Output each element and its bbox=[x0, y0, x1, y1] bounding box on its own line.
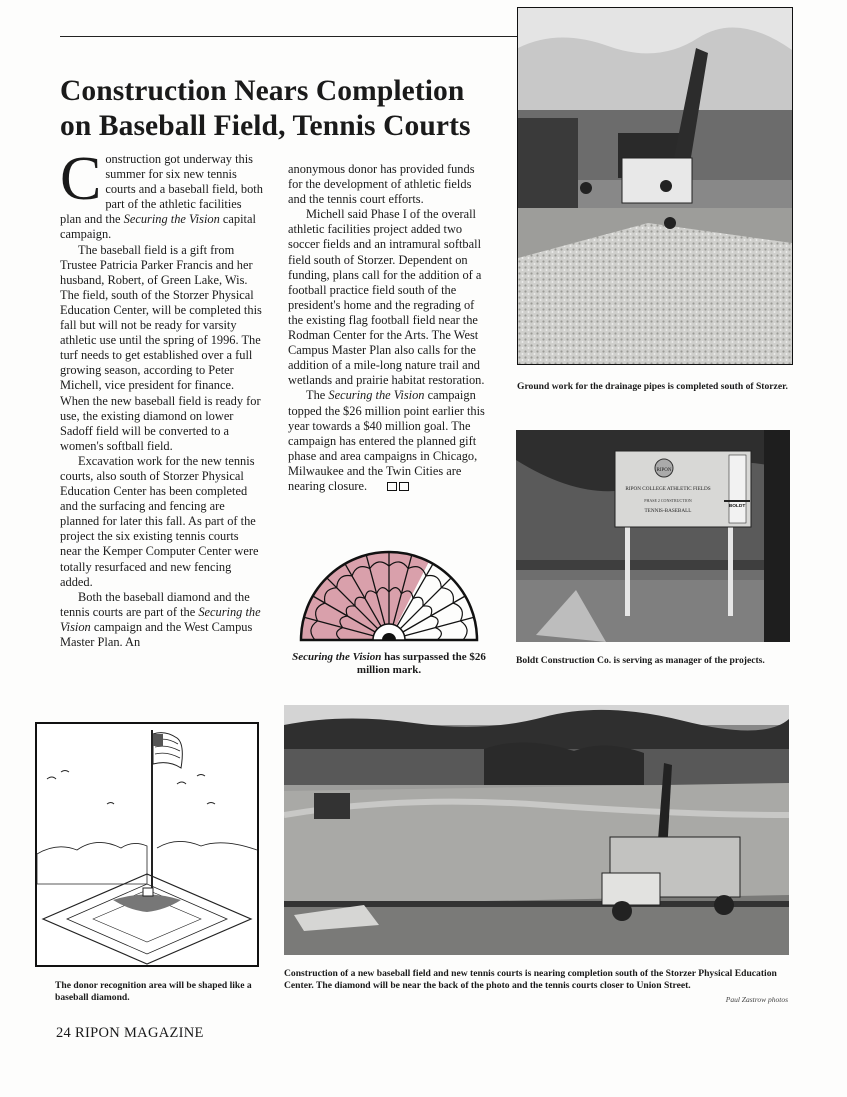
top-rule bbox=[60, 36, 520, 37]
fan-caption bbox=[292, 651, 486, 677]
campaign-name: Securing the Vision bbox=[328, 388, 425, 403]
fan-scallop bbox=[460, 621, 467, 640]
headline-line-2: on Baseball Field, Tennis Courts bbox=[60, 110, 471, 142]
sign-crest-text: RIPON bbox=[656, 468, 672, 473]
fan-scallop bbox=[431, 616, 439, 628]
fan-spoke bbox=[403, 596, 465, 632]
photo-credit: Paul Zastrow photos bbox=[725, 995, 788, 1004]
donor-area-illustration bbox=[35, 722, 259, 967]
drop-cap: C bbox=[60, 145, 102, 213]
headline-line-1: Construction Nears Completion bbox=[60, 75, 465, 107]
paragraph bbox=[60, 590, 263, 650]
campaign-progress-fan bbox=[286, 548, 492, 644]
paragraph-text: campaign topped the $26 million point earlier this year towards a $40 million goal. The campaign has entered the planned gift phase and area campaigns in Chicago, Milwaukee and the Twin Cities are nearing closure. bbox=[288, 388, 485, 493]
page-title bbox=[60, 74, 510, 144]
paragraph: anonymous donor has provided funds for the development of athletic fields and the tennis court efforts. bbox=[288, 162, 475, 207]
campaign-name: Securing the Vision bbox=[123, 212, 220, 227]
paragraph: Michell said Phase I of the overall athletic facilities project added two soccer fields and an intramural softball field south of Storzer. Dependent on funding, plans call for the addition of a football practice field south of the president's home and the regrading of the existing flag football field near the Rodman Center for the Arts. The West Campus Master Plan also calls for the addition of a mile-long nature trail and wetlands and prairie habitat restoration. bbox=[288, 207, 485, 388]
fan-scallop bbox=[423, 606, 432, 616]
sign-caption: Boldt Construction Co. is serving as manager of the projects. bbox=[516, 655, 765, 666]
sign-photo bbox=[516, 430, 790, 642]
paragraph-text: campaign and the West Campus Master Plan. An bbox=[60, 619, 253, 649]
caption-text: has surpassed the $26 million mark. bbox=[356, 651, 486, 676]
fan-scallop bbox=[435, 628, 441, 640]
sign-line-1: RIPON COLLEGE ATHLETIC FIELDS bbox=[625, 486, 711, 492]
page-number: 24 bbox=[56, 1025, 72, 1041]
campaign-name: Securing the Vision bbox=[60, 604, 261, 634]
drainage-photo bbox=[517, 7, 793, 365]
fan-scallop bbox=[426, 576, 441, 588]
field-caption: Construction of a new baseball field and new tennis courts is nearing completion south of the Storzer Physical Education Center. The diamond will be near the back of the photo and the tennis courts closer to Union Street. bbox=[284, 968, 777, 991]
end-mark-icon bbox=[367, 479, 409, 494]
paragraph-text: The bbox=[306, 388, 329, 403]
fan-window-icon bbox=[286, 548, 492, 644]
paragraph bbox=[288, 388, 492, 494]
article-column-2 bbox=[288, 162, 492, 494]
field-photo bbox=[284, 705, 789, 955]
fan-spoke bbox=[404, 617, 474, 636]
page-footer bbox=[56, 1025, 204, 1042]
paragraph-text: capital campaign. bbox=[60, 212, 256, 242]
fan-scallop bbox=[441, 588, 453, 603]
paragraph: The baseball field is a gift from Trustee Patricia Parker Francis and her husband, Robert, of Green Lake, Wis. The field, south of the Storzer Physical Education Center, will be completed this fall but will not be ready for varsity athletic use until the spring of 1996. The turf needs to get established over a full growing season, according to Peter Michell, vice president for finance. When the new baseball field is ready for use, the existing diamond on lower Sadoff field will be converted to a women's softball field. bbox=[60, 242, 262, 453]
donor-caption: The donor recognition area will be shaped like a baseball diamond. bbox=[55, 980, 252, 1003]
paragraph-text: onstruction got underway this summer for six new tennis courts and a baseball field, both part of the athletic facilities plan and the bbox=[60, 152, 263, 227]
article-column-1 bbox=[60, 145, 263, 650]
drainage-caption: Ground work for the drainage pipes is completed south of Storzer. bbox=[517, 381, 788, 392]
sign-line-3: TENNIS-BASEBALL bbox=[644, 508, 692, 514]
magazine-name: RIPON MAGAZINE bbox=[75, 1025, 204, 1041]
sign-badge: BOLDT bbox=[728, 504, 746, 509]
paragraph-text: Both the baseball diamond and the tennis courts are part of the bbox=[60, 589, 250, 619]
sign-line-2: PHASE 2 CONSTRUCTION bbox=[644, 498, 692, 503]
fan-scallop bbox=[453, 603, 462, 621]
fan-scallop bbox=[413, 597, 423, 606]
campaign-name: Securing the Vision bbox=[292, 651, 382, 663]
paragraph: Excavation work for the new tennis courts, also south of Storzer Physical Education Center has been completed and the surfacing and fencing are planned for later this fall. As part of the project the six existing tennis courts near the Kemper Computer Center were totally resurfaced and new fencing added. bbox=[60, 453, 259, 589]
paragraph bbox=[60, 145, 263, 243]
